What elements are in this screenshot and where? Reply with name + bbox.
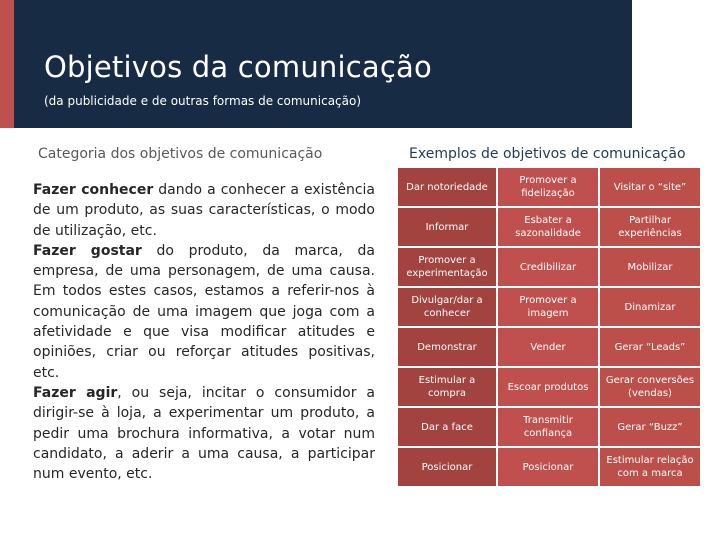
example-cell: Estimular a compra <box>398 368 496 406</box>
page-title: Objetivos da comunicação <box>44 50 432 84</box>
paragraph-text: do produto, da marca, da empresa, de uma personagem, de uma causa. Em todos estes casos, estamos a referir-nos à comunicação de uma imagem que joga com a afetividade e que visa modificar atitudes e opiniões, criar ou reforçar atitudes positivas, etc. <box>33 242 375 381</box>
example-cell: Posicionar <box>398 448 496 486</box>
paragraph-fazer-agir <box>33 383 375 484</box>
page-subtitle: (da publicidade e de outras formas de comunicação) <box>44 94 362 108</box>
example-cell: Partilhar experiências <box>600 208 700 246</box>
example-cell: Dar a face <box>398 408 496 446</box>
example-cell: Demonstrar <box>398 328 496 366</box>
example-cell: Promover a fidelização <box>498 168 598 206</box>
example-cell: Promover a imagem <box>498 288 598 326</box>
example-cell: Posicionar <box>498 448 598 486</box>
example-cell: Transmitir confiança <box>498 408 598 446</box>
paragraph-text: dando a conhecer a existência de um produto, as suas características, o modo de utilização, etc. <box>33 182 375 239</box>
example-cell: Dar notoriedade <box>398 168 496 206</box>
example-cell: Estimular relação com a marca <box>600 448 700 486</box>
example-cell: Divulgar/dar a conhecer <box>398 288 496 326</box>
right-column-heading: Exemplos de objetivos de comunicação <box>409 146 686 162</box>
paragraph-fazer-gostar <box>33 241 375 383</box>
example-cell: Mobilizar <box>600 248 700 286</box>
example-cell: Vender <box>498 328 598 366</box>
example-cell: Escoar produtos <box>498 368 598 406</box>
example-cell: Credibilizar <box>498 248 598 286</box>
left-column-heading: Categoria dos objetivos de comunicação <box>38 146 323 162</box>
example-cell: Dinamizar <box>600 288 700 326</box>
example-cell: Visitar o “site” <box>600 168 700 206</box>
paragraph-fazer-conhecer <box>33 180 375 241</box>
categories-description <box>33 180 375 484</box>
term-fazer-conhecer: Fazer conhecer <box>33 182 154 198</box>
examples-grid <box>398 168 700 488</box>
term-fazer-agir: Fazer agir <box>33 384 118 401</box>
term-fazer-gostar: Fazer gostar <box>33 242 142 259</box>
accent-bar <box>0 0 14 128</box>
example-cell: Esbater a sazonalidade <box>498 208 598 246</box>
example-cell: Gerar conversões (vendas) <box>600 368 700 406</box>
example-cell: Gerar “Buzz” <box>600 408 700 446</box>
example-cell: Promover a experimentação <box>398 248 496 286</box>
paragraph-text: , ou seja, incitar o consumidor a dirigir-se à loja, a experimentar um produto, a pedir uma brochura informativa, a votar num candidato, a aderir a uma causa, a participar num evento, etc. <box>33 384 375 483</box>
example-cell: Gerar “Leads” <box>600 328 700 366</box>
example-cell: Informar <box>398 208 496 246</box>
